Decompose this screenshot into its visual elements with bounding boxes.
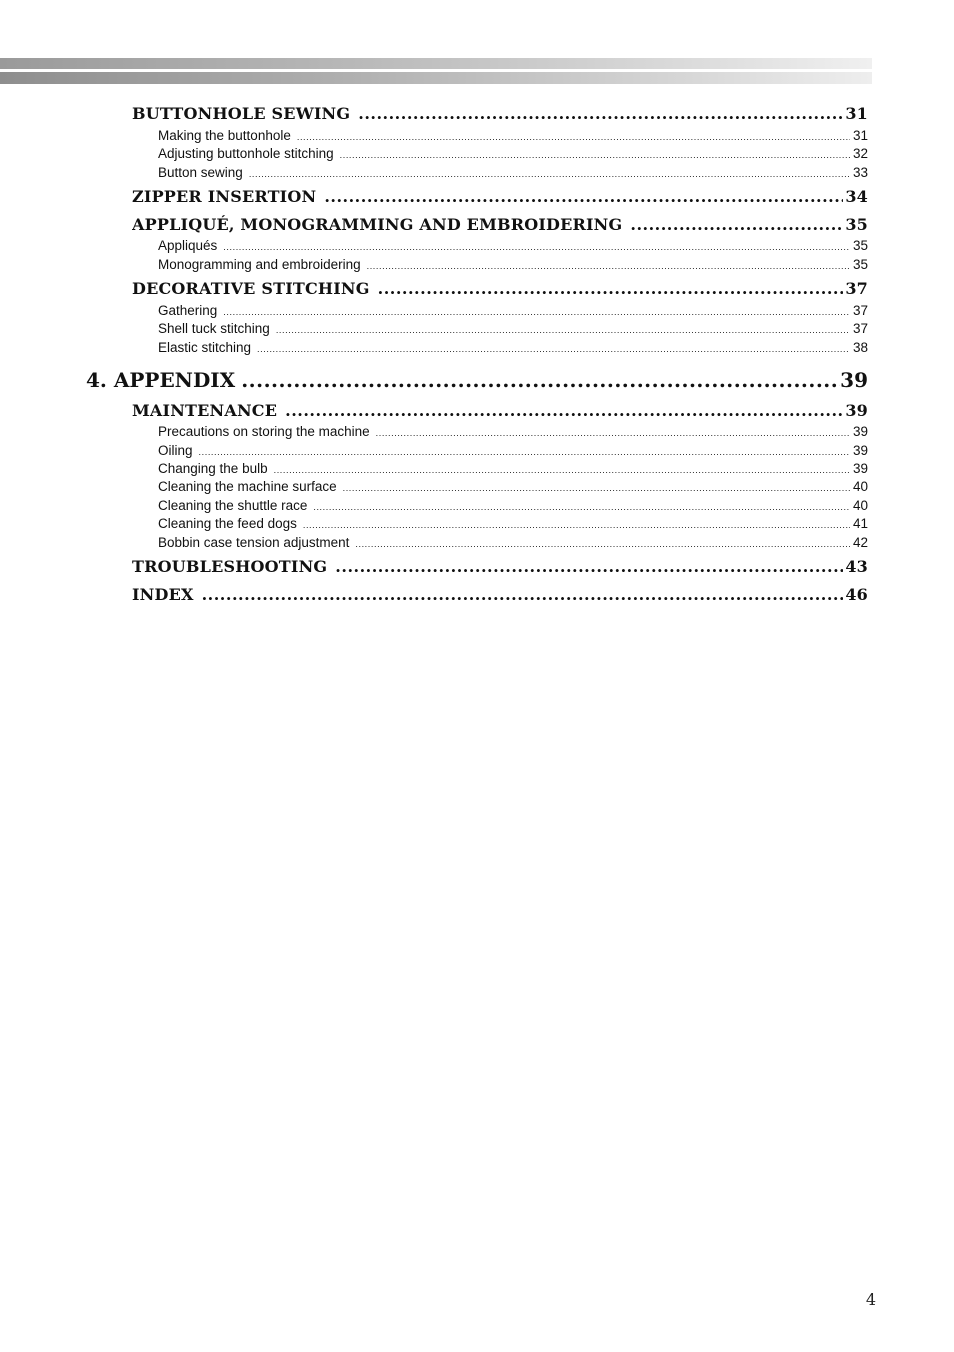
toc-leader-dots [324,187,843,206]
toc-leader-dots [630,215,843,234]
toc-page-number: 39 [852,424,868,439]
toc-page-number: 35 [852,238,868,253]
toc-section-title: ZIPPER INSERTION [132,187,317,206]
toc-item-label: Adjusting buttonhole stitching [158,146,334,161]
toc-item-bobbin-case-tension[interactable] [158,535,868,550]
toc-page-number: 35 [852,257,868,272]
toc-page-number: 41 [852,516,868,531]
toc-section-decorative-stitching[interactable] [132,279,868,298]
toc-page-number: 35 [845,215,868,234]
toc-item-label: Cleaning the machine surface [158,479,337,494]
toc-section-title: MAINTENANCE [132,401,278,420]
toc-page-number: 37 [852,321,868,336]
toc-section-title: INDEX [132,585,194,604]
toc-leader-dots [199,447,850,457]
toc-leader-dots [378,279,844,298]
toc-leader-dots [223,242,850,252]
toc-leader-dots [343,483,850,493]
toc-section-zipper-insertion[interactable] [132,187,868,206]
toc-item-precautions-storing[interactable] [158,424,868,439]
toc-item-elastic-stitching[interactable] [158,340,868,355]
toc-leader-dots [340,150,850,160]
toc-leader-dots [249,169,850,179]
toc-section-troubleshooting[interactable] [132,557,868,576]
toc-leader-dots [358,104,843,123]
toc-page-number: 39 [845,401,868,420]
toc-item-shell-tuck-stitching[interactable] [158,321,868,336]
toc-leader-dots [376,428,850,438]
toc-chapter-appendix[interactable] [86,368,868,392]
toc-leader-dots [285,401,843,420]
toc-item-label: Bobbin case tension adjustment [158,535,350,550]
toc-section-buttonhole-sewing[interactable] [132,104,868,123]
toc-page-number: 34 [845,187,868,206]
toc-page-number: 39 [852,443,868,458]
toc-item-label: Oiling [158,443,193,458]
toc-leader-dots [335,557,843,576]
toc-section-title: BUTTONHOLE SEWING [132,104,351,123]
header-bar-top [0,58,872,69]
toc-item-cleaning-feed-dogs[interactable] [158,516,868,531]
toc-leader-dots [297,132,850,142]
toc-leader-dots [313,502,850,512]
toc-page-number: 43 [845,557,868,576]
toc-item-label: Elastic stitching [158,340,252,355]
toc-section-title: TROUBLESHOOTING [132,557,328,576]
toc-page-number: 37 [852,303,868,318]
toc-item-adjusting-buttonhole-stitching[interactable] [158,146,868,161]
toc-item-label: Changing the bulb [158,461,268,476]
toc-item-label: Cleaning the feed dogs [158,516,297,531]
toc-item-cleaning-shuttle-race[interactable] [158,498,868,513]
toc-item-gathering[interactable] [158,303,868,318]
toc-item-label: Making the buttonhole [158,128,291,143]
toc-page-number: 38 [852,340,868,355]
toc-item-label: Monogramming and embroidering [158,257,361,272]
toc-leader-dots [202,585,844,604]
toc-item-label: Gathering [158,303,218,318]
toc-leader-dots [367,261,850,271]
toc-leader-dots [276,325,850,335]
toc-page-number: 40 [852,498,868,513]
toc-item-label: Button sewing [158,165,243,180]
toc-section-title: DECORATIVE STITCHING [132,279,370,298]
toc-leader-dots [223,307,850,317]
toc-item-cleaning-machine-surface[interactable] [158,479,868,494]
toc-leader-dots [241,368,840,392]
toc-page-number: 31 [852,128,868,143]
toc-item-button-sewing[interactable] [158,165,868,180]
toc-page-number: 31 [845,104,868,123]
toc-item-label: Shell tuck stitching [158,321,270,336]
toc-page-number: 42 [852,535,868,550]
toc-section-index[interactable] [132,585,868,604]
toc-item-label: Precautions on storing the machine [158,424,370,439]
toc-item-monogramming[interactable] [158,257,868,272]
toc-leader-dots [274,465,850,475]
toc-section-title: APPLIQUÉ, MONOGRAMMING AND EMBROIDERING [132,215,623,234]
toc-leader-dots [303,520,850,530]
toc-item-appliques[interactable] [158,238,868,253]
toc-page-number: 39 [852,461,868,476]
toc-page-number: 39 [840,368,868,392]
toc-item-changing-the-bulb[interactable] [158,461,868,476]
toc-chapter-title: 4. APPENDIX [86,368,236,392]
toc-leader-dots [257,344,850,354]
toc-page-number: 46 [845,585,868,604]
toc-item-label: Cleaning the shuttle race [158,498,308,513]
toc-page-number: 40 [852,479,868,494]
toc-section-applique[interactable] [132,215,868,234]
toc-section-maintenance[interactable] [132,401,868,420]
toc-page-number: 32 [852,146,868,161]
header-bar-bottom [0,72,872,84]
page-number: 4 [865,1290,876,1309]
toc-leader-dots [355,539,850,549]
toc-item-label: Appliqués [158,238,218,253]
toc-page-number: 37 [845,279,868,298]
toc-item-making-the-buttonhole[interactable] [158,128,868,143]
toc-item-oiling[interactable] [158,443,868,458]
toc-page-number: 33 [852,165,868,180]
